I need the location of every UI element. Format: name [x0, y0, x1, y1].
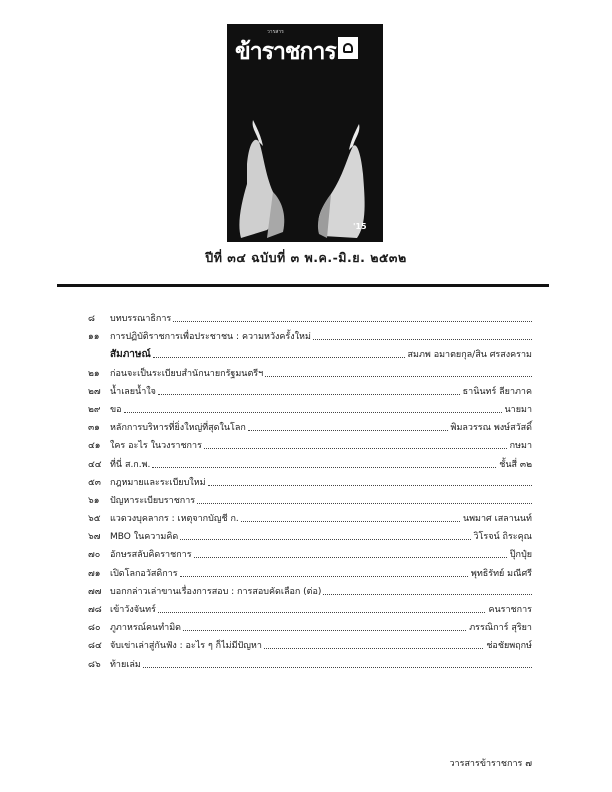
divider-rule — [57, 284, 549, 287]
toc-leader-dots — [180, 576, 468, 577]
toc-title: กฎหมายและระเบียบใหม่ — [110, 477, 206, 488]
toc-row — [0, 419, 612, 437]
toc-leader-dots — [153, 357, 405, 358]
toc-row — [0, 328, 612, 346]
toc-leader-dots — [194, 557, 507, 558]
toc-leader-dots — [158, 612, 486, 613]
toc-row — [0, 365, 612, 383]
page-footer: วารสารข้าราชการ ๗ — [449, 759, 532, 769]
cover-hands-illustration — [227, 24, 383, 242]
toc-author: ธานินทร์ ลียาภาค — [462, 386, 532, 397]
toc-row — [0, 456, 612, 474]
toc-author: ปุ๊กปุ๋ย — [509, 550, 532, 561]
toc-title: ใคร อะไร ในวงราชการ — [110, 441, 202, 452]
toc-page-number: ๒๗ — [88, 386, 101, 397]
toc-page-number: ๖๕ — [88, 514, 101, 525]
toc-row — [0, 383, 612, 401]
toc-row — [0, 637, 612, 655]
toc-row — [0, 546, 612, 564]
toc-row — [0, 310, 612, 328]
toc-leader-dots — [208, 485, 532, 486]
toc-title: MBO ในความคิด — [110, 532, 179, 543]
toc-row — [0, 401, 612, 419]
toc-row — [0, 492, 612, 510]
toc-title: เปิดโลกอวัสดิการ — [110, 568, 178, 579]
toc-leader-dots — [204, 448, 507, 449]
toc-page-number: ๘ — [88, 314, 95, 324]
toc-author: กษมา — [509, 441, 532, 452]
toc-page-number: ๔๔ — [88, 459, 102, 470]
toc-title: ก่อนจะเป็นระเบียบสำนักนายกรัฐมนตรีฯ — [110, 368, 264, 379]
toc-title: หลักการบริหารที่ยิ่งใหญ่ที่สุดในโลก — [110, 423, 246, 434]
toc-leader-dots — [197, 503, 532, 504]
toc-author: พิมลวรรณ พงษ์สวัสดิ์ — [450, 423, 532, 434]
toc-leader-dots — [158, 394, 460, 395]
cover-issue-number: '15 — [353, 222, 367, 231]
toc-leader-dots — [323, 594, 532, 595]
toc-title: อักษรสลับคิดราชการ — [110, 550, 192, 561]
issue-line: ปีที่ ๓๔ ฉบับที่ ๓ พ.ค.-มิ.ย. ๒๕๓๒ — [205, 250, 407, 265]
toc-leader-dots — [143, 667, 532, 668]
toc-page-number: ๔๑ — [88, 441, 101, 452]
toc-author: ช่อชัยพฤกษ์ — [486, 641, 532, 652]
toc-row — [0, 346, 612, 364]
toc-page-number: ๗๗ — [88, 586, 102, 597]
toc-leader-dots — [265, 376, 532, 377]
toc-leader-dots — [173, 321, 532, 322]
cover-title: ข้าราชการ — [235, 38, 336, 65]
toc-author: ภรรณิการ์ สุริยา — [469, 623, 532, 634]
toc-page-number: ๘๖ — [88, 659, 101, 670]
toc-row — [0, 528, 612, 546]
toc-row — [0, 601, 612, 619]
toc-leader-dots — [180, 539, 470, 540]
toc-page-number: ๗๘ — [88, 605, 102, 615]
toc-author: นพมาศ เสลานนท์ — [462, 514, 532, 525]
toc-page-number: ๘๐ — [88, 623, 101, 634]
magazine-cover — [227, 24, 383, 242]
toc-title: ภูภาหรณ์คนทำมิด — [110, 623, 181, 634]
toc-title: ที่นี่ ส.ก.พ. — [110, 459, 151, 470]
toc-author: สมภพ อมาตยกุล/สิน ศรสงคราม — [407, 350, 532, 361]
toc-title: จับเข่าเล่าสู่กันฟัง : อะไร ๆ ก็ไม่มีปัญหา — [110, 641, 262, 652]
toc-title: ขอ — [110, 404, 122, 415]
toc-page-number: ๓๑ — [88, 423, 100, 434]
toc-title: เข้าวังจันทร์ — [110, 605, 156, 615]
toc-page-number: ๒๑ — [88, 368, 100, 379]
cover-kicker: วารสาร — [267, 29, 284, 35]
toc-title: ท้ายเล่ม — [110, 659, 141, 670]
toc-author: คนราชการ — [488, 605, 532, 615]
toc-row — [0, 656, 612, 674]
toc-page-number: ๖๗ — [88, 532, 101, 543]
toc-row — [0, 474, 612, 492]
toc-author: วิโรจน์ ถิระคุณ — [473, 532, 532, 543]
toc-row — [0, 510, 612, 528]
toc-page-number: ๖๑ — [88, 495, 100, 506]
toc-leader-dots — [241, 521, 460, 522]
toc-leader-dots — [264, 648, 483, 649]
toc-page-number: ๗๑ — [88, 568, 101, 579]
toc-leader-dots — [152, 467, 496, 468]
toc-author: พุทธิรัทย์ มณีศรี — [470, 568, 532, 579]
toc-title: แวดวงบุคลากร : เหตุจากบัญชี ก. — [110, 514, 239, 525]
toc-author: นายมา — [504, 404, 532, 415]
table-of-contents — [0, 310, 612, 674]
toc-page-number: ๗๐ — [88, 550, 101, 561]
toc-row — [0, 583, 612, 601]
toc-title: น้ำเลยน้ำใจ — [110, 386, 156, 397]
toc-page-number: ๘๔ — [88, 641, 102, 652]
toc-row — [0, 565, 612, 583]
toc-page-number: ๒๙ — [88, 404, 101, 415]
toc-leader-dots — [313, 339, 532, 340]
toc-page-number: ๕๓ — [88, 477, 101, 488]
toc-leader-dots — [183, 630, 466, 631]
toc-title: บทบรรณาธิการ — [110, 314, 172, 324]
toc-leader-dots — [248, 430, 448, 431]
toc-title: การปฏิบัติราชการเพื่อประชาชน : ความหวังครั้งใหม่ — [110, 332, 311, 343]
toc-title: ปัญหาระเบียบราชการ — [110, 495, 196, 506]
toc-title: บอกกล่าวเล่าขานเรื่องการสอบ : การสอบคัดเลือก (ต่อ) — [110, 586, 322, 597]
toc-author: ชั้นสี่ ๓๒ — [499, 459, 532, 470]
toc-title: สัมภาษณ์ — [110, 349, 151, 361]
toc-page-number: ๑๑ — [88, 332, 100, 343]
toc-row — [0, 437, 612, 455]
toc-row — [0, 619, 612, 637]
toc-leader-dots — [124, 412, 502, 413]
